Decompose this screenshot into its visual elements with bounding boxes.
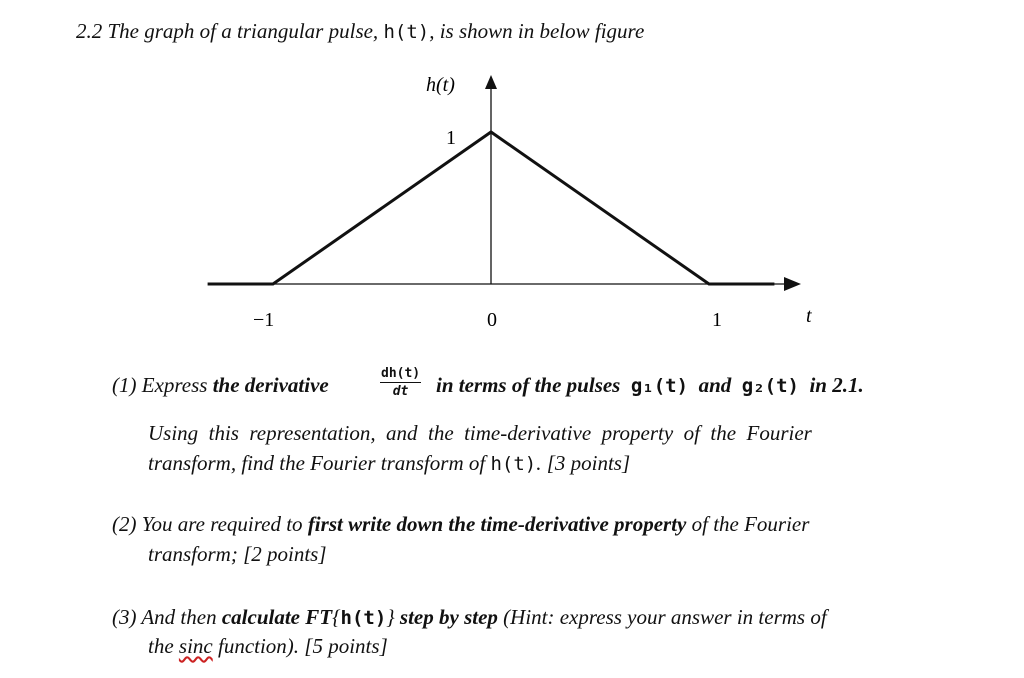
x-axis-arrowhead — [784, 277, 801, 291]
tick-label-minus-one: −1 — [253, 309, 275, 331]
problem-heading: 2.2 The graph of a triangular pulse, h(t), is shown in below figure — [76, 19, 645, 43]
section-ref: 2.1. — [832, 373, 864, 397]
tick-label-one: 1 — [712, 309, 722, 331]
q1-line1: (1) Express the derivative — [112, 373, 329, 397]
pulse-g1: g₁(t) — [630, 375, 689, 397]
y-axis-arrowhead — [485, 75, 497, 89]
function-h: h(t) — [383, 21, 430, 43]
q3-line2: the sinc function). [5 points] — [148, 634, 388, 658]
q1-line1-rest: in terms of the pulses g₁(t) and g₂(t) in 2.1. — [436, 373, 864, 397]
q1-line3: transform, find the Fourier transform of h(t). [3 points] — [148, 451, 631, 475]
q1-line2: Using this representation, and the time-derivative property of the Fourier — [148, 421, 812, 445]
y-axis-label: h(t) — [426, 74, 455, 96]
problem-number: 2.2 — [76, 19, 103, 43]
pulse-g2: g₂(t) — [741, 375, 799, 397]
fraction-numerator: dh(t) — [381, 366, 421, 381]
derivative-fraction — [380, 366, 421, 399]
peak-label: 1 — [446, 127, 456, 149]
x-axis-label: t — [806, 305, 812, 327]
q2-line2: transform; [2 points] — [148, 542, 327, 566]
q3-line1: (3) And then calculate FT{h(t)} step by step (Hint: express your answer in terms of — [112, 605, 827, 629]
q2-line1: (2) You are required to first write down the time-derivative property of the Fourier — [112, 512, 810, 536]
tick-label-zero: 0 — [487, 309, 497, 331]
fraction-denominator: dt — [392, 384, 409, 399]
sinc-word: sinc — [178, 634, 213, 658]
